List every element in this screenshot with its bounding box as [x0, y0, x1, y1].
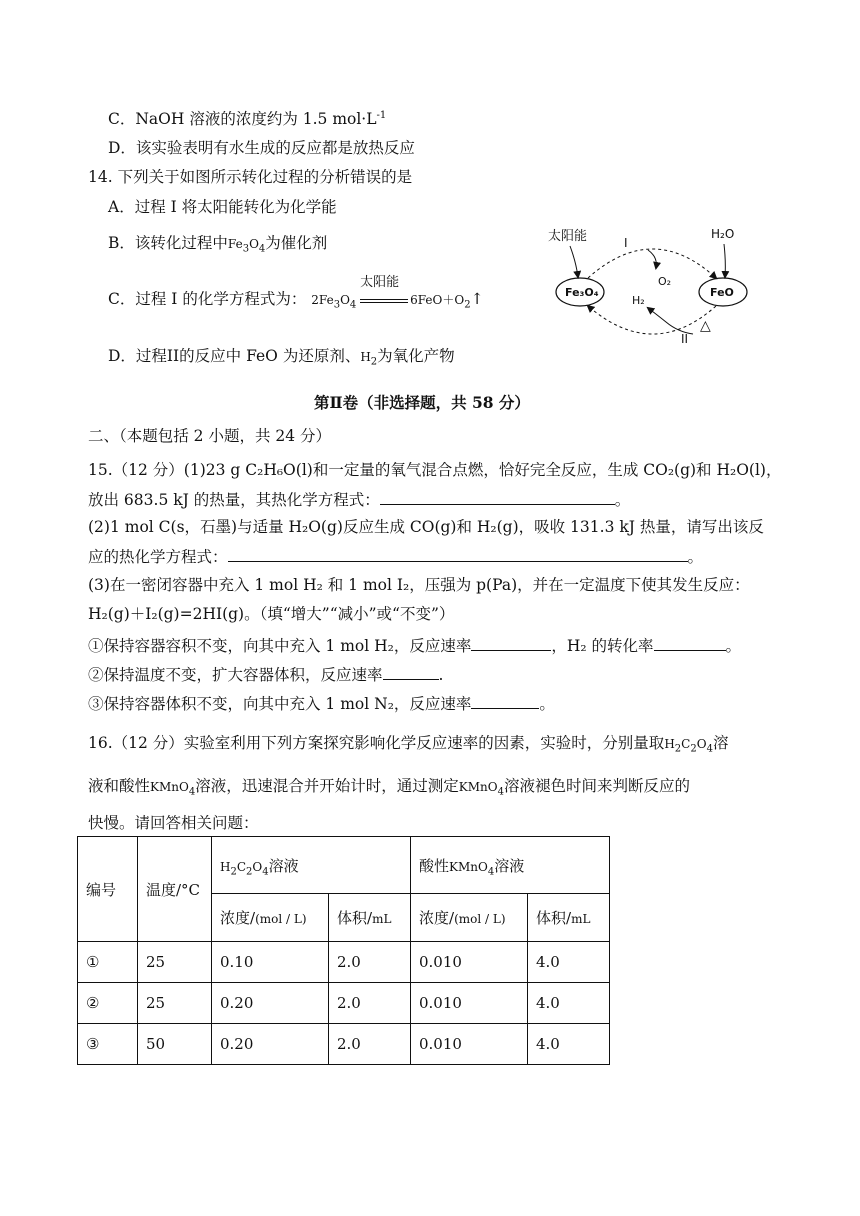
- q14-option-c: C．过程 I 的化学方程式为： $2Fe_3O_4$ 太阳能 $6FeO+O_2↑$: [108, 288, 484, 311]
- equation-condition: 太阳能: [360, 275, 400, 290]
- answer-blank-3[interactable]: [471, 634, 551, 651]
- cell-c2: 0.010: [411, 1024, 528, 1065]
- path-two-arrow: [588, 306, 716, 334]
- feo-node-label: FeO: [710, 286, 734, 299]
- experiment-table: [77, 836, 610, 1065]
- q15-line-1: 15.（12 分）(1)23 g C₂H₆O(l)和一定量的氧气混合点燃，恰好完全反应，生成 CO₂(g)和 H₂O(l)，: [88, 461, 782, 479]
- cell-v2: 4.0: [528, 1024, 610, 1065]
- section-two-heading: 第Ⅱ卷（非选择题，共 58 分）: [314, 393, 530, 412]
- q13-option-c: C．NaOH 溶液的浓度约为 1.5 $mol\cdot L^{-1}$: [108, 109, 387, 128]
- cell-temp: 25: [138, 942, 212, 983]
- header-conc-2: 浓度/(mol / L): [411, 894, 528, 942]
- q14-option-b: B．该转化过程中$Fe_3O_4$为催化剂: [108, 234, 328, 255]
- answer-blank-6[interactable]: [471, 692, 539, 709]
- q16-line-2: 液和酸性KMnO$_4$溶液，迅速混合并开始计时，通过测定KMnO$_4$溶液褪色时间来判断反应的: [88, 777, 690, 798]
- header-kmno4: 酸性KMnO$_4$溶液: [411, 837, 610, 894]
- header-temperature: 温度/°C: [138, 837, 212, 942]
- table-row: [78, 983, 610, 1024]
- answer-blank-5[interactable]: [383, 663, 439, 680]
- cell-c1: 0.10: [212, 942, 329, 983]
- table-row: [78, 1024, 610, 1065]
- q15-line-5: (3)在一密闭容器中充入 1 mol H₂ 和 1 mol I₂，压强为 p(Pa)，并在一定温度下使其发生反应：: [88, 576, 750, 594]
- q14-option-a: A．过程 I 将太阳能转化为化学能: [108, 198, 337, 216]
- q16-line-3: 快慢。请回答相关问题：: [88, 814, 259, 832]
- cell-v2: 4.0: [528, 983, 610, 1024]
- q15-line-7: ①保持容器容积不变，向其中充入 1 mol H₂，反应速率 ，H₂ 的转化率 。: [88, 634, 741, 657]
- q15-line-6: H₂(g)＋I₂(g)=2HI(g)。（填“增大”“减小”或“不变”）: [88, 605, 455, 623]
- header-vol-2: 体积/mL: [528, 894, 610, 942]
- q15-line-4: 应的热化学方程式： 。: [88, 545, 703, 568]
- heat-symbol: △: [700, 318, 711, 334]
- cell-temp: 25: [138, 983, 212, 1024]
- cell-v1: 2.0: [329, 942, 411, 983]
- cell-id: ①: [78, 942, 138, 983]
- answer-blank-2[interactable]: [228, 545, 688, 562]
- cell-id: ③: [78, 1024, 138, 1065]
- cell-v2: 4.0: [528, 942, 610, 983]
- fe3o4-node-label: Fe₃O₄: [565, 286, 599, 299]
- cell-temp: 50: [138, 1024, 212, 1065]
- cell-v1: 2.0: [329, 983, 411, 1024]
- water-label: H₂O: [711, 227, 735, 241]
- q15-line-3: (2)1 mol C(s，石墨)与适量 H₂O(g)反应生成 CO(g)和 H₂(g)，吸收 131.3 kJ 热量，请写出该反: [88, 518, 764, 536]
- path-one-label: I: [624, 236, 628, 250]
- header-vol-1: 体积/mL: [329, 894, 411, 942]
- header-conc-1: 浓度/(mol / L): [212, 894, 329, 942]
- q14-stem: 14. 下列关于如图所示转化过程的分析错误的是: [88, 168, 413, 186]
- q15-line-2: 放出 683.5 kJ 的热量，其热化学方程式： 。: [88, 488, 630, 511]
- q13-option-d: D．该实验表明有水生成的反应都是放热反应: [108, 139, 415, 157]
- cell-id: ②: [78, 983, 138, 1024]
- answer-blank-1[interactable]: [380, 488, 615, 505]
- q16-line-1: 16.（12 分）实验室利用下列方案探究影响化学反应速率的因素，实验时，分别量取$H_2C_2O_4$溶: [88, 734, 729, 755]
- sun-energy-label: 太阳能: [548, 229, 588, 244]
- sun-energy-arrow: [570, 246, 578, 277]
- q15-line-9: ③保持容器体积不变，向其中充入 1 mol N₂，反应速率 。: [88, 692, 555, 715]
- conversion-cycle-diagram: [548, 222, 768, 352]
- cell-c1: 0.20: [212, 1024, 329, 1065]
- q14-option-d: D．过程II的反应中 FeO 为还原剂、$H_2$为氧化产物: [108, 347, 455, 368]
- q15-line-8: ②保持温度不变，扩大容器体积，反应速率 .: [88, 663, 443, 686]
- hydrogen-arrow: [648, 308, 693, 334]
- path-two-label: II: [681, 332, 689, 346]
- q14-equation: $2Fe_3O_4$ 太阳能 $6FeO+O_2$: [311, 293, 470, 307]
- cell-c1: 0.20: [212, 983, 329, 1024]
- part-two-heading: 二、（本题包括 2 小题，共 24 分）: [88, 427, 332, 445]
- hydrogen-label: H₂: [632, 294, 645, 307]
- cell-c2: 0.010: [411, 983, 528, 1024]
- water-arrow: [724, 244, 725, 277]
- table-row: [78, 942, 610, 983]
- cell-v1: 2.0: [329, 1024, 411, 1065]
- header-oxalic-acid: $H_2C_2O_4$溶液: [212, 837, 411, 894]
- oxygen-label: O₂: [658, 275, 672, 288]
- answer-blank-4[interactable]: [654, 634, 726, 651]
- cell-c2: 0.010: [411, 942, 528, 983]
- oxygen-arrow: [648, 250, 656, 268]
- header-id: 编号: [78, 837, 138, 942]
